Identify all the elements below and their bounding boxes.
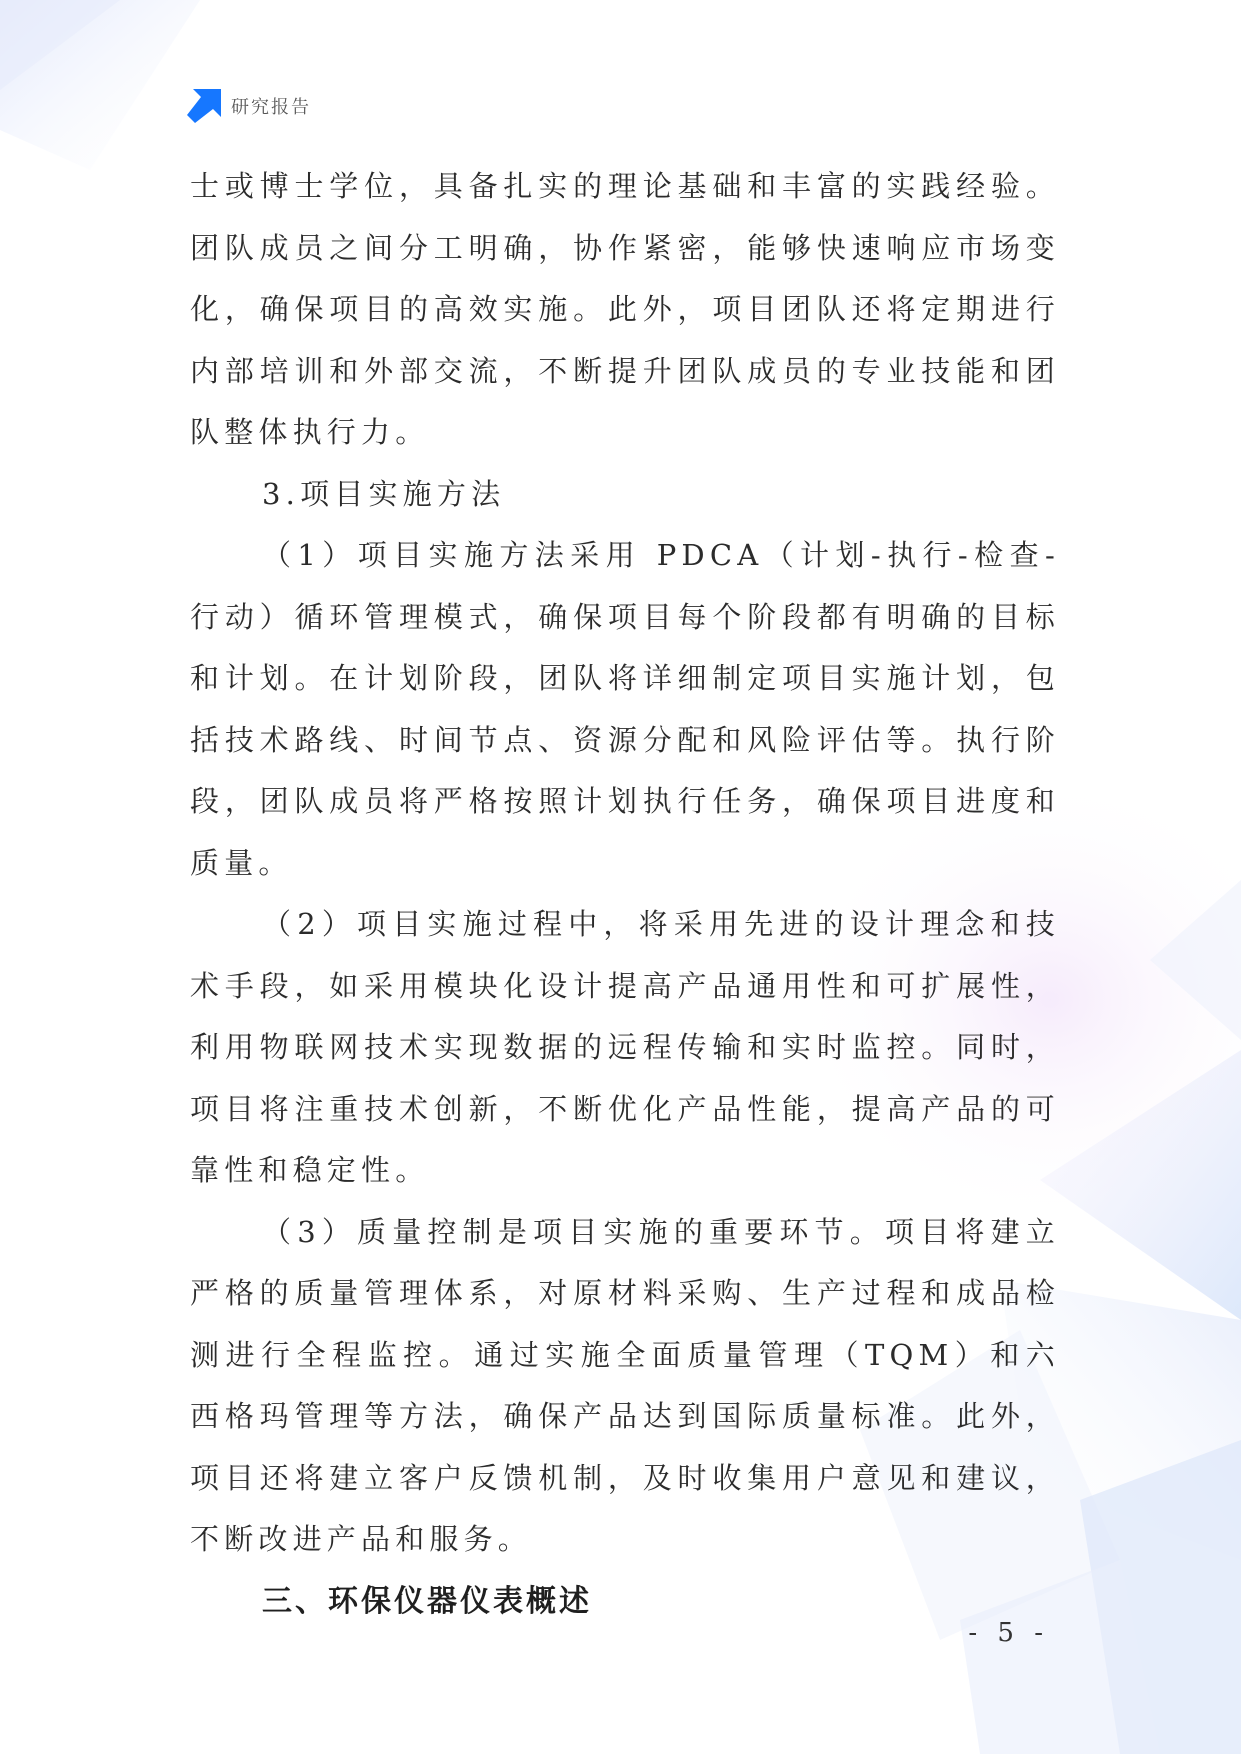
chapter-heading: 三、环保仪器仪表概述 [262, 1583, 592, 1619]
paragraph-quality: （3）质量控制是项目实施的重要环节。项目将建立严格的质量管理体系，对原材料采购、生产过程和成品检测进行全程监控。通过实施全面质量管理（TQM）和六西格玛管理等方法，确保产品达到国际质量标准。此外，项目还将建立客户反馈机制，及时收集用户意见和建议，不断改进产品和服务。 [190, 1214, 1060, 1556]
arrow-logo-icon [187, 89, 221, 123]
header-title: 研究报告 [231, 97, 311, 118]
paragraph-pdca: （1）项目实施方法采用 PDCA（计划-执行-检查-行动）循环管理模式，确保项目每个阶段都有明确的目标和计划。在计划阶段，团队将详细制定项目实施计划，包括技术路线、时间节点、资源分配和风险评估等。执行阶段，团队成员将严格按照计划执行任务，确保项目进度和质量。 [190, 538, 1060, 880]
document-body [190, 156, 1060, 1632]
document-header [187, 89, 311, 123]
section-subheading: 3.项目实施方法 [262, 476, 506, 511]
page-number: - 5 - [968, 1618, 1049, 1648]
paragraph-technology: （2）项目实施过程中，将采用先进的设计理念和技术手段，如采用模块化设计提高产品通用性和可扩展性，利用物联网技术实现数据的远程传输和实时监控。同时，项目将注重技术创新，不断优化产品性能，提高产品的可靠性和稳定性。 [190, 907, 1060, 1187]
paragraph-team: 士或博士学位，具备扎实的理论基础和丰富的实践经验。团队成员之间分工明确，协作紧密，能够快速响应市场变化，确保项目的高效实施。此外，项目团队还将定期进行内部培训和外部交流，不断提升团队成员的专业技能和团队整体执行力。 [190, 169, 1060, 449]
